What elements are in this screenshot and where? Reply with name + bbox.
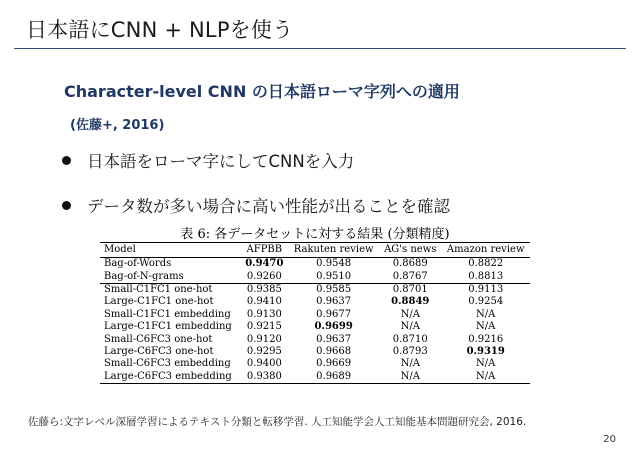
- score-cell: 0.9120: [246, 333, 282, 345]
- column-header: Model: [100, 243, 240, 258]
- score-cell: 0.8767: [392, 270, 428, 282]
- score-cell: 0.9689: [316, 370, 352, 382]
- table-row: [100, 371, 530, 384]
- title-divider: [14, 48, 626, 49]
- score-cell: N/A: [400, 308, 420, 320]
- score-cell: 0.9699: [314, 321, 353, 333]
- table-row: [100, 270, 530, 283]
- score-cell: 0.9677: [316, 308, 352, 320]
- citation: (佐藤+, 2016): [70, 118, 165, 133]
- bullet-text: 日本語をローマ字にしてCNNを入力: [87, 152, 355, 171]
- score-cell: 0.8793: [392, 345, 428, 357]
- score-cell: 0.9295: [246, 345, 282, 357]
- bullet-dot-icon: [62, 201, 71, 210]
- score-cell: N/A: [476, 321, 496, 333]
- model-cell: Bag-of-Words: [104, 258, 172, 270]
- bullet-item: [62, 193, 450, 217]
- table-row: [100, 358, 530, 370]
- model-cell: Small-C6FC3 one-hot: [104, 333, 213, 345]
- score-cell: 0.9319: [466, 345, 505, 357]
- score-cell: 0.8710: [392, 333, 428, 345]
- score-cell: N/A: [400, 370, 420, 382]
- score-cell: 0.9130: [246, 308, 282, 320]
- bullet-dot-icon: [62, 156, 71, 165]
- table-row: [100, 333, 530, 345]
- table-row: [100, 346, 530, 358]
- page-number: 20: [603, 434, 616, 445]
- score-cell: N/A: [476, 358, 496, 370]
- score-cell: 0.9637: [316, 296, 352, 308]
- table-row: [100, 258, 530, 271]
- score-cell: 0.9637: [316, 333, 352, 345]
- table-caption: 表 6: 各データセットに対する結果 (分類精度): [180, 227, 450, 242]
- table-body: [100, 258, 530, 384]
- score-cell: 0.8701: [379, 283, 441, 296]
- model-cell: Bag-of-N-grams: [104, 270, 184, 282]
- score-cell: 0.8822: [468, 258, 504, 270]
- subtitle: Character-level CNN の日本語ローマ字列への適用: [64, 82, 460, 101]
- score-cell: 0.9385: [240, 283, 288, 296]
- score-cell: 0.9668: [316, 345, 352, 357]
- model-cell: Small-C6FC3 embedding: [104, 358, 231, 370]
- model-cell: Large-C1FC1 embedding: [104, 321, 232, 333]
- table-row: [100, 296, 530, 308]
- model-cell: Large-C1FC1 one-hot: [104, 296, 214, 308]
- score-cell: 0.9669: [316, 358, 352, 370]
- score-cell: N/A: [400, 321, 420, 333]
- model-cell: Small-C1FC1 embedding: [104, 308, 231, 320]
- score-cell: 0.8849: [391, 296, 430, 308]
- score-cell: N/A: [476, 370, 496, 382]
- score-cell: 0.9400: [246, 358, 282, 370]
- score-cell: 0.9510: [316, 270, 352, 282]
- table-header-row: [100, 243, 530, 258]
- column-header: AFPBB: [240, 243, 288, 258]
- model-cell: Small-C1FC1 one-hot: [100, 283, 240, 296]
- column-header: AG's news: [379, 243, 441, 258]
- score-cell: 0.9260: [246, 270, 282, 282]
- score-cell: 0.9470: [245, 258, 284, 270]
- score-cell: 0.9410: [246, 296, 282, 308]
- score-cell: 0.8689: [392, 258, 428, 270]
- table-row: [100, 321, 530, 333]
- bullet-item: [62, 148, 354, 172]
- score-cell: 0.9216: [468, 333, 504, 345]
- score-cell: 0.9215: [246, 321, 282, 333]
- score-cell: 0.9113: [441, 283, 530, 296]
- score-cell: 0.9585: [288, 283, 379, 296]
- column-header: Rakuten review: [288, 243, 379, 258]
- table-row: [100, 309, 530, 321]
- score-cell: 0.9380: [246, 370, 282, 382]
- slide-title: 日本語にCNN + NLPを使う: [26, 18, 294, 42]
- model-cell: Large-C6FC3 embedding: [104, 370, 232, 382]
- score-cell: N/A: [400, 358, 420, 370]
- footnote: 佐藤ら:文字レベル深層学習によるテキスト分類と転移学習. 人工知能学会人工知能基本問題研究会, 2016.: [28, 416, 527, 428]
- score-cell: N/A: [476, 308, 496, 320]
- model-cell: Large-C6FC3 one-hot: [104, 345, 214, 357]
- score-cell: 0.9254: [468, 296, 504, 308]
- results-table: [100, 242, 530, 384]
- column-header: Amazon review: [441, 243, 530, 258]
- table-row: [100, 283, 530, 296]
- score-cell: 0.9548: [316, 258, 352, 270]
- score-cell: 0.8813: [468, 270, 504, 282]
- bullet-text: データ数が多い場合に高い性能が出ることを確認: [87, 197, 450, 216]
